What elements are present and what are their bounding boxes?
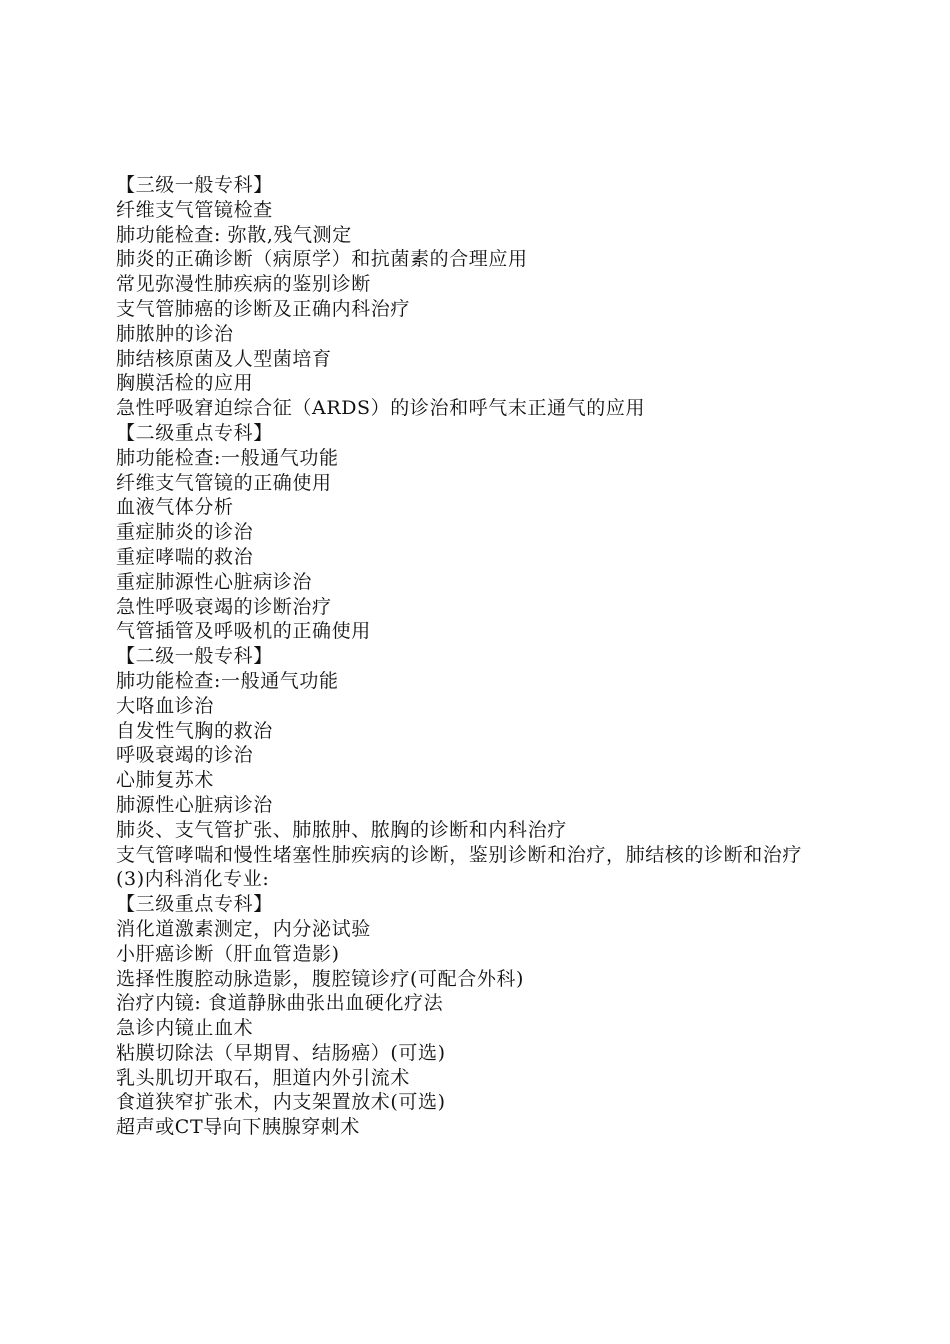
list-item: 大咯血诊治 <box>116 694 215 717</box>
list-item: 肺炎、支气管扩张、肺脓肿、脓胸的诊断和内科治疗 <box>116 818 567 841</box>
list-item: 治疗内镜: 食道静脉曲张出血硬化疗法 <box>116 992 444 1015</box>
list-item: 消化道激素测定，内分泌试验 <box>116 917 371 940</box>
section-heading-level2-key: 【二级重点专科】 <box>116 421 273 444</box>
list-item: 支气管肺癌的诊断及正确内科治疗 <box>116 297 411 320</box>
list-item: 急诊内镜止血术 <box>116 1017 254 1040</box>
list-item: 乳头肌切开取石，胆道内外引流术 <box>116 1066 411 1089</box>
list-item: 肺功能检查:一般通气功能 <box>116 669 339 692</box>
list-item: 选择性腹腔动脉造影，腹腔镜诊疗(可配合外科) <box>116 967 525 990</box>
list-item: 小肝癌诊断（肝血管造影) <box>116 942 340 965</box>
list-item: 肺功能检查:一般通气功能 <box>116 446 339 469</box>
list-item: 重症肺源性心脏病诊治 <box>116 570 313 593</box>
list-item: 粘膜切除法（早期胃、结肠癌）(可选) <box>116 1041 446 1064</box>
list-item: 肺源性心脏病诊治 <box>116 793 273 816</box>
list-item: 自发性气胸的救治 <box>116 719 273 742</box>
document-body <box>116 173 846 1140</box>
list-item: 食道狭窄扩张术，内支架置放术(可选) <box>116 1091 446 1114</box>
list-item: 气管插管及呼吸机的正确使用 <box>116 620 371 643</box>
section-heading-level3-general: 【三级一般专科】 <box>116 174 273 196</box>
subsection-title-gastroenterology: (3)内科消化专业: <box>116 868 270 891</box>
list-item: 呼吸衰竭的诊治 <box>116 744 254 767</box>
list-item: 超声或CT导向下胰腺穿刺术 <box>116 1116 361 1139</box>
list-item: 胸膜活检的应用 <box>116 372 254 395</box>
list-item: 急性呼吸衰竭的诊断治疗 <box>116 595 332 618</box>
list-item: 急性呼吸窘迫综合征（ARDS）的诊治和呼气末正通气的应用 <box>116 397 646 420</box>
section-heading-level2-general: 【二级一般专科】 <box>116 645 273 668</box>
list-item: 血液气体分析 <box>116 496 234 519</box>
list-item: 心肺复苏术 <box>116 769 215 792</box>
list-item: 常见弥漫性肺疾病的鉴别诊断 <box>116 273 371 296</box>
list-item: 纤维支气管镜的正确使用 <box>116 471 332 494</box>
list-item: 纤维支气管镜检查 <box>116 198 273 221</box>
list-item: 肺结核原菌及人型菌培育 <box>116 347 332 370</box>
list-item: 重症肺炎的诊治 <box>116 521 254 544</box>
section-heading-level3-key: 【三级重点专科】 <box>116 893 273 916</box>
list-item: 肺功能检查: 弥散,残气测定 <box>116 223 352 246</box>
list-item: 支气管哮喘和慢性堵塞性肺疾病的诊断，鉴别诊断和治疗，肺结核的诊断和治疗 <box>116 843 803 866</box>
list-item: 肺脓肿的诊治 <box>116 322 234 345</box>
list-item: 重症哮喘的救治 <box>116 545 254 568</box>
list-item: 肺炎的正确诊断（病原学）和抗菌素的合理应用 <box>116 248 528 271</box>
